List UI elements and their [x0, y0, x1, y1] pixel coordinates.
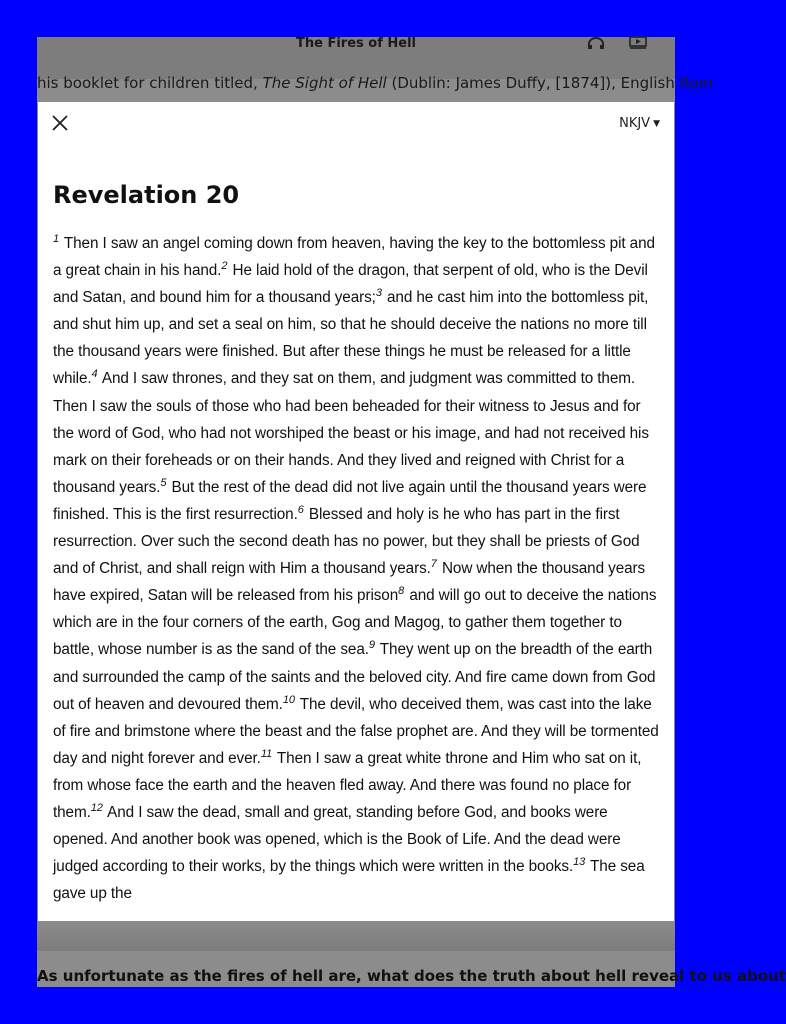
verse-text: Then I saw an angel coming down from heaven, having the key to the bottomless pit and a great chain in his hand. — [53, 235, 655, 280]
verse-number: 2 — [221, 260, 228, 273]
scripture-modal — [38, 102, 674, 921]
verse-text: He laid hold of the dragon, that serpent of old, who is the Devil and Satan, and bound him for a thousand years; — [53, 262, 648, 307]
verse-number: 10 — [282, 693, 295, 706]
verse-text: And I saw thrones, and they sat on them, and judgment was committed to them. Then I saw the souls of those who had been beheaded for their witness to Jesus and for the word of God, who had not worshiped the beast or his image, and had not received his mark on their foreheads or on their hands. And they lived and reigned with Christ for a thousand years. — [53, 370, 649, 496]
verse-number: 9 — [368, 639, 375, 652]
version-label: NKJV — [619, 116, 651, 131]
verse-number: 4 — [91, 368, 98, 381]
headphones-icon[interactable] — [587, 37, 605, 49]
chevron-down-icon: ▼ — [653, 119, 660, 129]
verse-text: They went up on the breadth of the earth and surrounded the camp of the saints and the beloved city. And fire came down from God out of heaven and devoured them. — [53, 641, 656, 713]
app-header — [37, 37, 675, 79]
verse-text: Blessed and holy is he who has part in the first resurrection. Over such the second death has no power, but they shall be priests of God and of Christ, and shall reign with Him a thousand years. — [53, 505, 640, 578]
chapter-title: Revelation 20 — [53, 181, 240, 209]
video-icon[interactable] — [629, 37, 647, 49]
verse-number: 12 — [90, 801, 103, 814]
verse-number: 1 — [53, 233, 60, 245]
background-text-italic: The Sight of Hell — [262, 74, 387, 92]
verse-number: 11 — [260, 747, 273, 760]
verse-number: 13 — [573, 856, 586, 869]
verse-text: But the rest of the dead did not live again until the thousand years were finished. This is the first resurrection. — [53, 478, 647, 523]
background-question: As unfortunate as the fires of hell are, what does the truth about hell reveal to us about — [37, 967, 786, 985]
verse-number: 7 — [430, 558, 437, 571]
verse-text: and will go out to deceive the nations which are in the four corners of the earth, Gog and Magog, to gather them together to battle, whose number is as the sand of the sea. — [53, 587, 657, 659]
verse-text: The sea gave up the — [53, 858, 645, 903]
verse-text: Then I saw a great white throne and Him who sat on it, from whose face the earth and the heaven fled away. And there was found no place for them. — [53, 749, 642, 821]
close-icon[interactable] — [51, 114, 69, 132]
verse-text: and he cast him into the bottomless pit, and shut him up, and set a seal on him, so that he should deceive the nations no more till the thousand years were finished. But after these things he must be released for a little while. — [53, 289, 649, 388]
bottom-fade — [37, 921, 675, 951]
background-article-text — [37, 74, 713, 92]
app-screen — [37, 36, 786, 987]
verse-text: And I saw the dead, small and great, standing before God, and books were opened. And another book was opened, which is the Book of Life. And the dead were judged according to their works, by the things which were written in the books. — [53, 803, 621, 876]
verse-number: 3 — [375, 287, 382, 300]
verse-number: 5 — [160, 476, 167, 489]
bible-version-selector[interactable] — [619, 116, 660, 132]
background-text-suffix: (Dublin: James Duffy, [1874]), English Rom — [386, 74, 714, 92]
verse-text: Now when the thousand years have expired, Satan will be released from his prison — [53, 560, 646, 605]
verse-number: 6 — [297, 503, 304, 516]
verse-text: The devil, who deceived them, was cast into the lake of fire and brimstone where the beast and the false prophet are. And they will be tormented day and night forever and ever. — [53, 695, 659, 767]
background-text-prefix: his booklet for children titled, — [37, 74, 263, 92]
passage-text — [53, 230, 660, 907]
verse-number: 8 — [398, 585, 405, 598]
app-title: The Fires of Hell — [295, 36, 416, 51]
